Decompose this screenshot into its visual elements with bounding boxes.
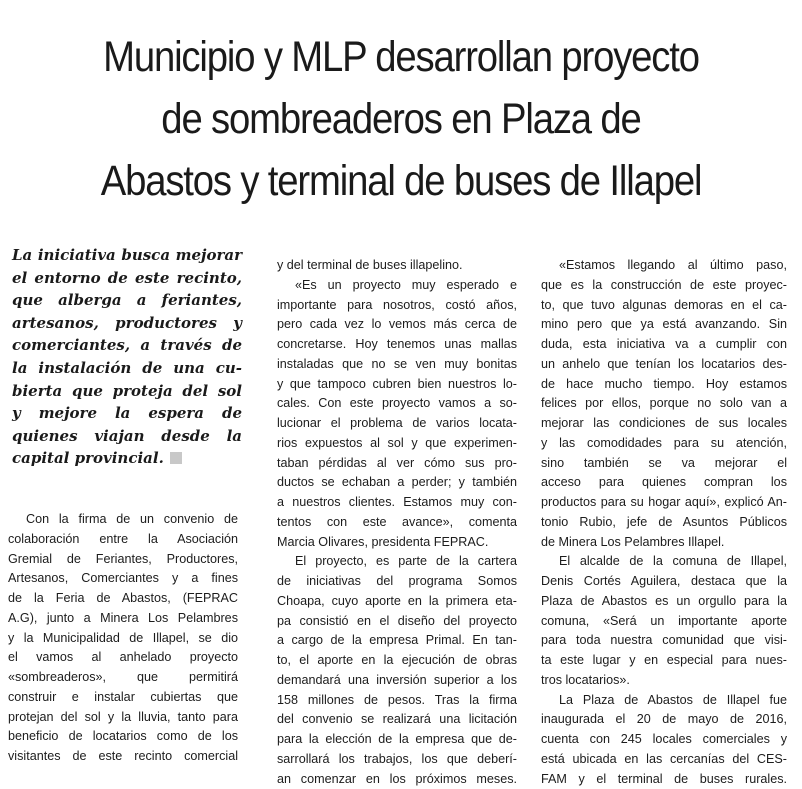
body-text-line: pero cada vez lo vemos más cerca de	[277, 315, 517, 335]
body-text-line: Choapa, cuyo aporte en la primera eta-	[277, 592, 517, 612]
body-text-line: «sombreaderos», que permitirá	[8, 668, 238, 688]
body-text-line: de la Feria de Abastos, (FEPRAC	[8, 589, 238, 609]
end-mark-icon	[170, 452, 182, 464]
body-text-line: Con la firma de un convenio de	[8, 510, 238, 530]
body-text-line: an comenzar en los próximos meses.	[277, 770, 517, 789]
body-text-line: concretarse. Hoy tenemos unas mallas	[277, 335, 517, 355]
body-text-line: tros locatarios».	[541, 671, 787, 691]
body-text-line: duda, esta iniciativa va a cumplir con	[541, 335, 787, 355]
body-text-line: cales. Con este proyecto vamos a so-	[277, 394, 517, 414]
body-text-line: comuna, «Será un importante aporte	[541, 612, 787, 632]
body-text-line: inaugurada el 20 de mayo de 2016,	[541, 710, 787, 730]
body-text-line: Marcia Olivares, presidenta FEPRAC.	[277, 533, 517, 553]
lede-line: artesanos, productores y	[12, 312, 242, 335]
column-3	[541, 256, 787, 789]
body-text-line: de iniciativas del programa Somos	[277, 572, 517, 592]
body-text-line: «Estamos llegando al último paso,	[541, 256, 787, 276]
column-1	[8, 510, 238, 767]
body-text-line: Denis Cortés Aguilera, destaca que la	[541, 572, 787, 592]
body-text-line: tentos con este avance», comenta	[277, 513, 517, 533]
lede-line: quienes viajan desde la	[12, 425, 242, 448]
body-text-line: A.G), junto a Minera Los Pelambres	[8, 609, 238, 629]
body-text-line: «Es un proyecto muy esperado e	[277, 276, 517, 296]
headline	[44, 26, 758, 212]
body-text-line: to, que tuvo algunas demoras en el ca-	[541, 296, 787, 316]
body-text-line: el vamos al anhelado proyecto	[8, 648, 238, 668]
headline-line: Abastos y terminal de buses de Illapel	[44, 150, 758, 212]
body-text-line: construir e instalar cubiertas que	[8, 688, 238, 708]
body-text-line: Plaza de Abastos es un orgullo para la	[541, 592, 787, 612]
column-2	[277, 256, 517, 789]
headline-line: de sombreaderos en Plaza de	[44, 88, 758, 150]
body-text-line: y la Municipalidad de Illapel, se dio	[8, 629, 238, 649]
body-text-line: La Plaza de Abastos de Illapel fue	[541, 691, 787, 711]
lede-line: bierta que proteja del sol	[12, 380, 242, 403]
body-text-line: acceso para quienes compran los	[541, 473, 787, 493]
body-text-line: protejan del sol y la lluvia, tanto para	[8, 708, 238, 728]
body-text-line: está ubicada en las cercanías del CES-	[541, 750, 787, 770]
body-text-line: lucionar el problema de varios locata-	[277, 414, 517, 434]
body-text-line: para la elección de la empresa que de-	[277, 730, 517, 750]
body-text-line: que es la construcción de este proyec-	[541, 276, 787, 296]
body-text-line: para toda nuestra comunidad que visi-	[541, 631, 787, 651]
body-text-line: importante para nosotros, costó años,	[277, 296, 517, 316]
lede	[12, 244, 242, 470]
body-text-line: visitantes de este recinto comercial	[8, 747, 238, 767]
body-text-line: cuenta con 245 locales comerciales y	[541, 730, 787, 750]
lede-last-line	[12, 447, 242, 470]
body-text-line: y las comodidades para su atención,	[541, 434, 787, 454]
body-text-line: un anhelo que tenían los locatarios des-	[541, 355, 787, 375]
body-text-line: ductos se echaban a perder; y también	[277, 473, 517, 493]
body-text-line: a nuestros clientes. Estamos muy con-	[277, 493, 517, 513]
body-text-line: demandará una inversión superior a los	[277, 671, 517, 691]
lede-line: el entorno de este recinto,	[12, 267, 242, 290]
body-text-line: to, el aporte en la ejecución de obras	[277, 651, 517, 671]
body-text-line: FAM y el terminal de buses rurales.	[541, 770, 787, 789]
body-text-line: taban pérdidas al ver cómo sus pro-	[277, 454, 517, 474]
body-text-line: Artesanos, Comerciantes y a fines	[8, 569, 238, 589]
body-text-line: colaboración entre la Asociación	[8, 530, 238, 550]
lede-line: comerciantes, a través de	[12, 334, 242, 357]
body-text-line: ta este lugar y en especial para nues-	[541, 651, 787, 671]
headline-line: Municipio y MLP desarrollan proyecto	[44, 26, 758, 88]
lede-line: y mejore la espera de	[12, 402, 242, 425]
body-text-line: tonio Rubio, jefe de Asuntos Públicos	[541, 513, 787, 533]
body-text-line: rios expuestos al sol y que experimen-	[277, 434, 517, 454]
body-text-line: y del terminal de buses illapelino.	[277, 256, 517, 276]
body-text-line: sino también se va mejorar el	[541, 454, 787, 474]
body-text-line: y que tampoco cubren bien nuestros lo-	[277, 375, 517, 395]
body-text-line: felices por ellos, porque no solo van a	[541, 394, 787, 414]
body-text-line: productos para su hogar aquí», explicó An-	[541, 493, 787, 513]
body-text-line: El proyecto, es parte de la cartera	[277, 552, 517, 572]
body-text-line: 158 millones de pesos. Tras la firma	[277, 691, 517, 711]
body-text-line: pa consistió en el diseño del proyecto	[277, 612, 517, 632]
body-text-line: a cargo de la empresa Primal. En tan-	[277, 631, 517, 651]
body-text-line: de Minera Los Pelambres Illapel.	[541, 533, 787, 553]
lede-line: la instalación de una cu-	[12, 357, 242, 380]
body-text-line: beneficio de locatarios como de los	[8, 727, 238, 747]
lede-line: capital provincial.	[12, 449, 164, 467]
lede-line: La iniciativa busca mejorar	[12, 244, 242, 267]
body-text-line: mejorar las condiciones de sus locales	[541, 414, 787, 434]
body-text-line: Gremial de Feriantes, Productores,	[8, 550, 238, 570]
body-text-line: de hace mucho tiempo. Hoy estamos	[541, 375, 787, 395]
body-text-line: del convenio se realizará una licitación	[277, 710, 517, 730]
body-text-line: instaladas que no se ven muy bonitas	[277, 355, 517, 375]
body-text-line: El alcalde de la comuna de Illapel,	[541, 552, 787, 572]
lede-line: que alberga a feriantes,	[12, 289, 242, 312]
body-text-line: sarrollará los trabajos, los que deberí-	[277, 750, 517, 770]
body-text-line: mino pero que ya está avanzando. Sin	[541, 315, 787, 335]
